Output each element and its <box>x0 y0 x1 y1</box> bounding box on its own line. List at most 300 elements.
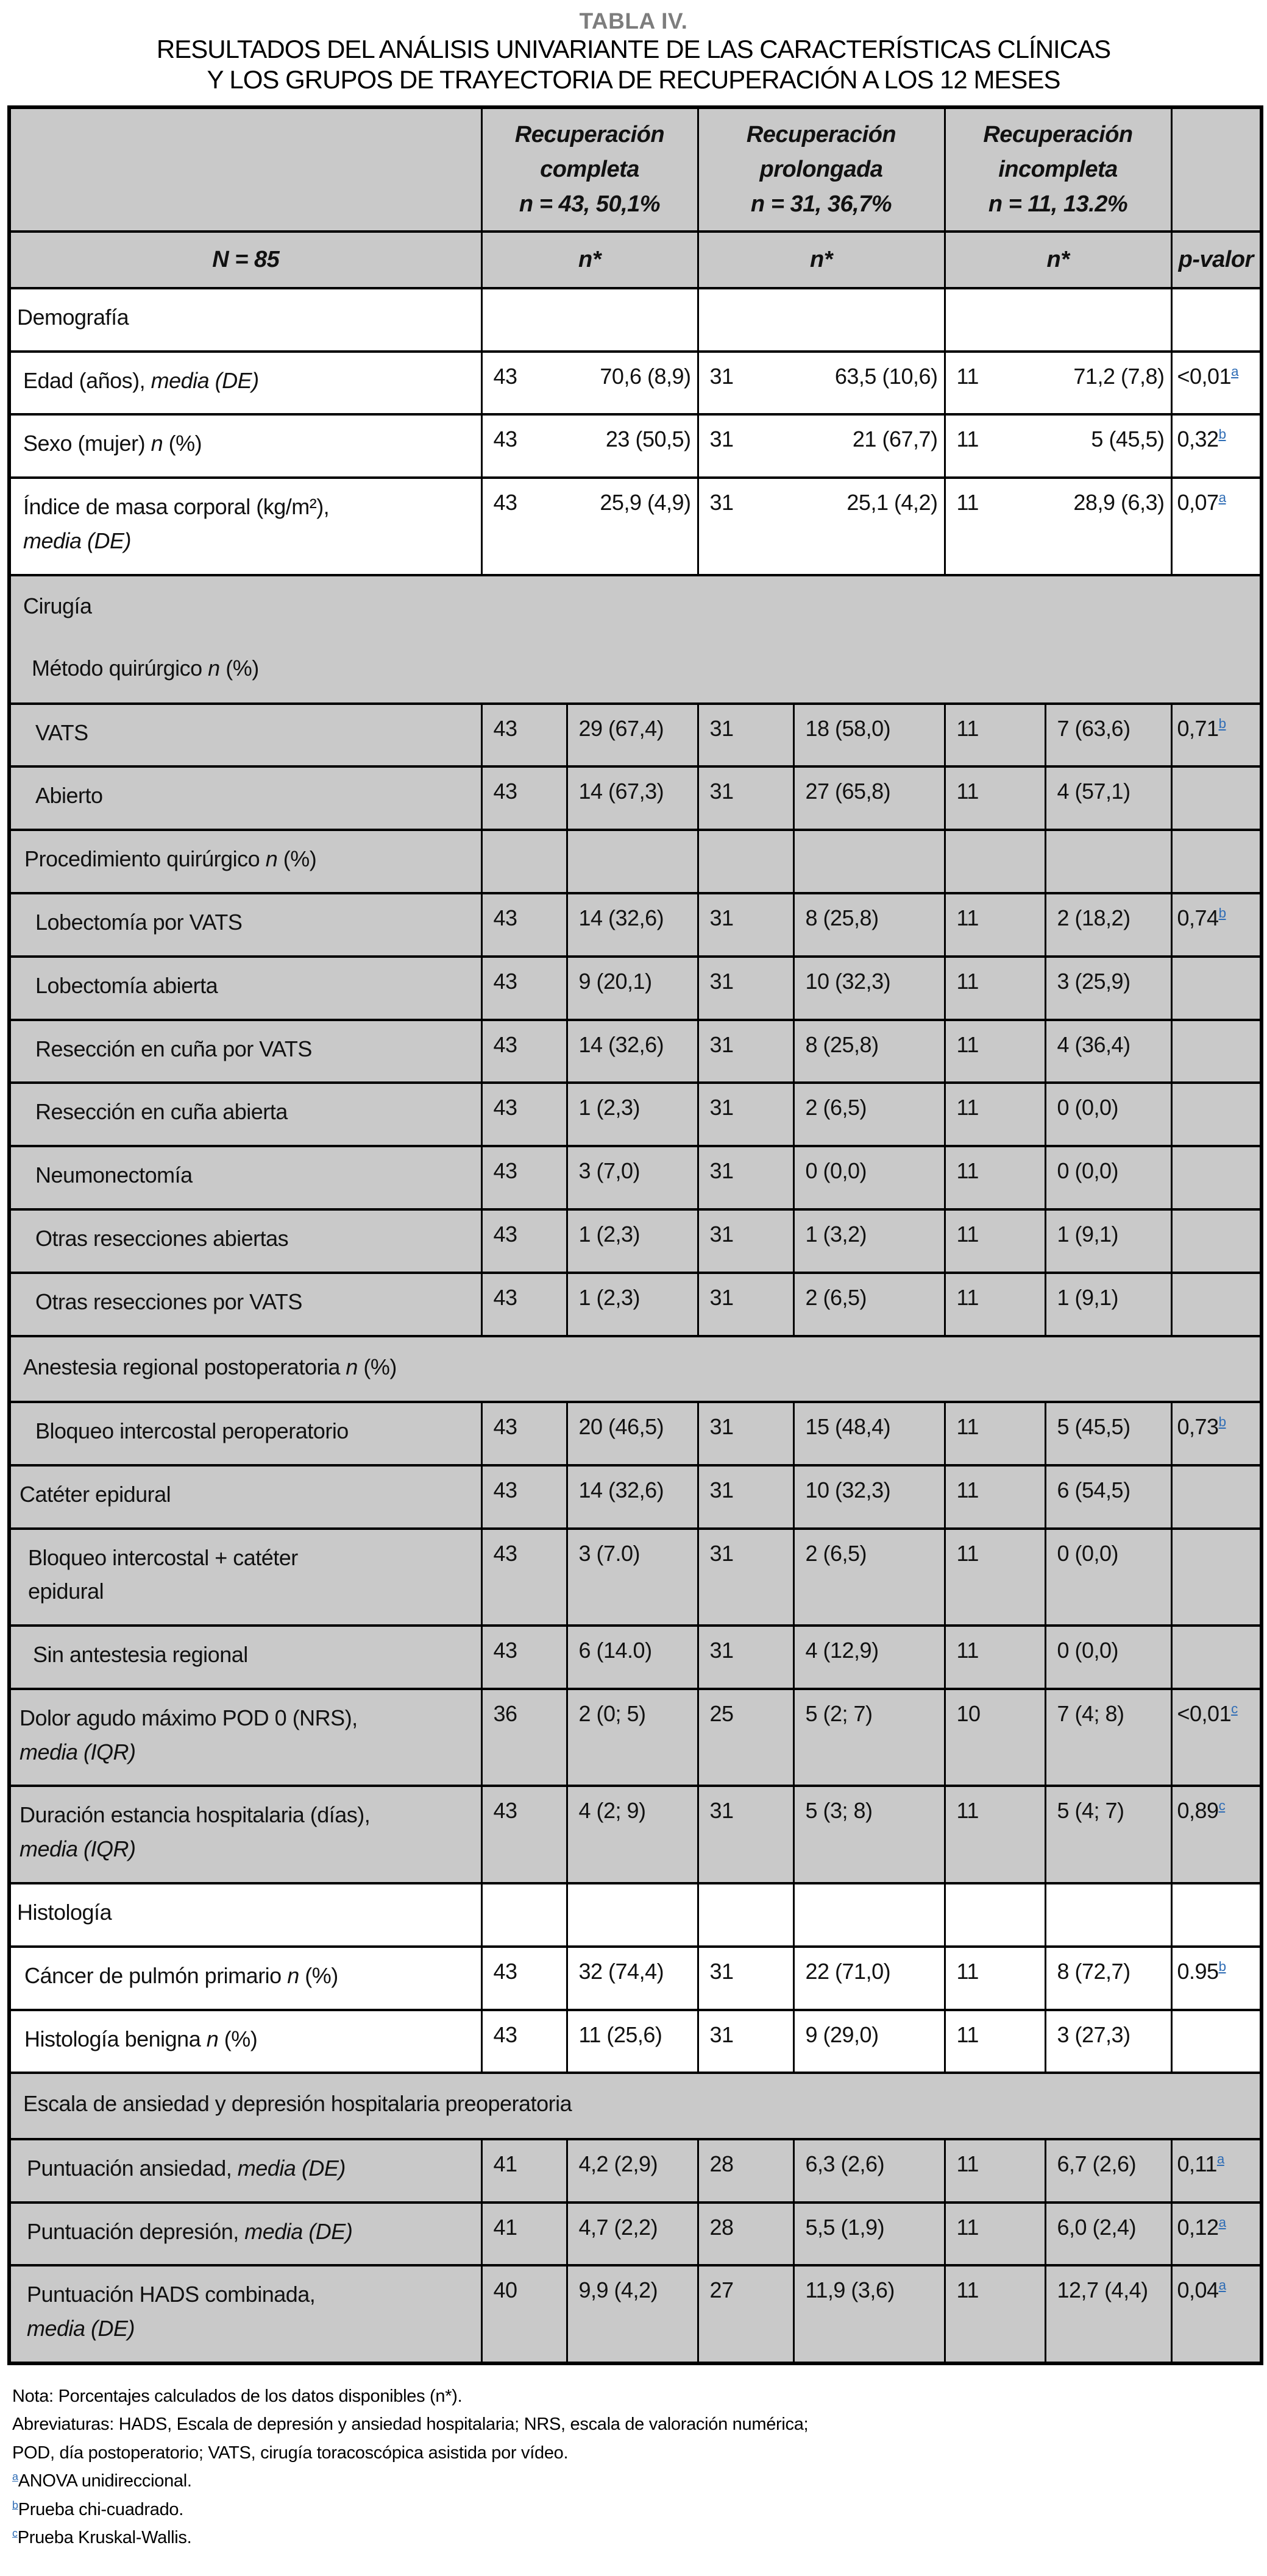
p-value-cell <box>1171 1146 1262 1209</box>
section-header-cell <box>9 575 1262 704</box>
n-available-cell: 43 <box>481 704 567 767</box>
header-group-recuperacion-prolongada <box>698 107 945 232</box>
p-value-cell <box>1171 478 1262 575</box>
row-label-cell <box>9 1529 481 1626</box>
stat-value-cell: 22 (71,0) <box>793 1947 945 2010</box>
group-n-count: n = 31, 36,7% <box>750 191 892 217</box>
row-puntuacion-hads <box>9 2265 1262 2363</box>
stat-value-cell: 0 (0,0) <box>793 1146 945 1209</box>
row-label-cell <box>9 414 481 478</box>
footnote-link-a[interactable]: a <box>1218 2277 1226 2293</box>
stat-value-cell: 3 (25,9) <box>1045 957 1171 1020</box>
n-available: 31 <box>709 426 734 452</box>
section-header-cell <box>9 1336 1262 1402</box>
label-text: Edad (años), <box>23 367 151 393</box>
p-value-cell <box>1171 1786 1262 1883</box>
n-available-cell: 43 <box>481 1402 567 1465</box>
label-text: Procedimiento quirúrgico <box>24 846 266 872</box>
p-value-cell <box>1171 2265 1262 2363</box>
stat-value: 5 (45,5) <box>1091 426 1165 452</box>
n-available-cell <box>945 1883 1045 1947</box>
label-text: Método quirúrgico <box>32 656 208 681</box>
row-label-cell <box>9 1626 481 1689</box>
row-label <box>35 1222 475 1256</box>
n-available-cell: 31 <box>698 1402 793 1465</box>
stat-value-cell: 14 (67,3) <box>567 766 698 830</box>
row-cateter-epidural <box>9 1465 1262 1529</box>
stat-value-cell: 1 (2,3) <box>567 1273 698 1336</box>
group-label-line: Recuperación <box>983 121 1133 147</box>
group-pair-cell <box>945 288 1171 352</box>
group-pair-cell <box>481 478 698 575</box>
n-available-cell <box>481 1883 567 1947</box>
label-text: epidural <box>28 1579 104 1604</box>
footnote-line <box>12 2410 1267 2438</box>
row-label <box>20 1701 475 1735</box>
footnote-link-b[interactable]: b <box>1218 1958 1226 1974</box>
stat-value-cell: 0 (0,0) <box>1045 1529 1171 1626</box>
p-value-cell <box>1171 2139 1262 2203</box>
group-pair-cell <box>945 414 1171 478</box>
row-label-cell <box>9 1465 481 1529</box>
label-text: Lobectomía por VATS <box>35 909 243 935</box>
group-pair-cell <box>698 478 945 575</box>
group-label-line: completa <box>540 156 639 182</box>
row-label-line2 <box>20 1832 475 1866</box>
row-duracion-estancia <box>9 1786 1262 1883</box>
stat-value-cell: 8 (25,8) <box>793 1020 945 1083</box>
label-text: (%) <box>299 1962 338 1988</box>
footnote-line <box>12 2467 1267 2495</box>
stat-value: 71,2 (7,8) <box>1073 363 1165 389</box>
footnote-link-b[interactable]: b <box>1218 715 1226 731</box>
n-available-cell: 11 <box>945 957 1045 1020</box>
label-text: (%) <box>357 1354 397 1379</box>
row-sexo <box>9 414 1262 478</box>
label-text: n <box>287 1962 299 1988</box>
label-text: n <box>151 431 163 456</box>
row-label <box>23 490 475 524</box>
n-available-cell: 43 <box>481 957 567 1020</box>
stat-value-cell: 9,9 (4,2) <box>567 2265 698 2363</box>
n-available: 31 <box>709 363 734 389</box>
n-available-cell: 41 <box>481 2139 567 2203</box>
label-text: n <box>265 846 278 872</box>
p-value: 0,32 <box>1177 426 1219 452</box>
n-available-cell: 31 <box>698 766 793 830</box>
section-label <box>17 591 1254 621</box>
n-available-cell: 31 <box>698 893 793 957</box>
stat-value-cell: 29 (67,4) <box>567 704 698 767</box>
n-available-cell: 43 <box>481 1146 567 1209</box>
stat-value-cell <box>1045 1883 1171 1947</box>
stat-value-cell: 2 (6,5) <box>793 1273 945 1336</box>
label-text: Lobectomía abierta <box>35 972 218 998</box>
row-label <box>35 1032 475 1066</box>
label-text: media (IQR) <box>20 1739 136 1764</box>
stat-value-cell: 20 (46,5) <box>567 1402 698 1465</box>
row-label-cell <box>9 352 481 415</box>
stat-value-cell: 2 (6,5) <box>793 1083 945 1146</box>
stat-value-cell: 11,9 (3,6) <box>793 2265 945 2363</box>
footnote-text: POD, día postoperatorio; VATS, cirugía toracoscópica asistida por vídeo. <box>12 2443 569 2463</box>
footnote-marker-c[interactable]: c <box>12 2527 18 2539</box>
header-group-recuperacion-completa <box>481 107 698 232</box>
label-text: Resección en cuña abierta <box>35 1099 288 1125</box>
n-available-cell: 11 <box>945 1947 1045 2010</box>
stat-value-cell: 18 (58,0) <box>793 704 945 767</box>
n-available-cell: 36 <box>481 1689 567 1786</box>
footnote-link-a[interactable]: a <box>1231 363 1239 379</box>
stat-value-cell: 6,7 (2,6) <box>1045 2139 1171 2203</box>
row-label <box>27 2151 475 2185</box>
stat-value-cell: 5 (4; 7) <box>1045 1786 1171 1883</box>
stat-value-cell: 1 (3,2) <box>793 1209 945 1273</box>
group-pair-cell <box>698 352 945 415</box>
p-value-cell <box>1171 1083 1262 1146</box>
title-block <box>0 0 1267 96</box>
stat-value-cell: 5 (2; 7) <box>793 1689 945 1786</box>
n-available-cell: 11 <box>945 1146 1045 1209</box>
row-label <box>35 1285 475 1319</box>
stat-value-cell: 2 (0; 5) <box>567 1689 698 1786</box>
row-label-cell <box>9 2139 481 2203</box>
footnote-marker-a[interactable]: a <box>12 2470 18 2483</box>
n-available: 11 <box>956 490 979 515</box>
label-text: Demografía <box>17 304 129 330</box>
label-text: (%) <box>163 431 202 456</box>
row-label-line2 <box>20 1735 475 1769</box>
p-value: 0,73 <box>1177 1414 1219 1439</box>
p-value-cell <box>1171 2203 1262 2266</box>
stat-value-cell: 4 (2; 9) <box>567 1786 698 1883</box>
label-text: media (DE) <box>237 2155 346 2181</box>
stat-value-cell: 6,0 (2,4) <box>1045 2203 1171 2266</box>
stat-value: 23 (50,5) <box>605 426 691 452</box>
stat-value: 63,5 (10,6) <box>834 363 938 389</box>
row-label <box>33 1638 475 1672</box>
p-value: 0,04 <box>1177 2277 1219 2303</box>
row-label <box>17 1895 475 1930</box>
footnote-link-b[interactable]: b <box>1218 426 1226 442</box>
n-available-cell: 43 <box>481 1465 567 1529</box>
n-available-cell: 41 <box>481 2203 567 2266</box>
n-available-cell: 43 <box>481 2010 567 2073</box>
n-available-cell: 31 <box>698 1020 793 1083</box>
table-subtitle-line2: Y LOS GRUPOS DE TRAYECTORIA DE RECUPERACIÓN A LOS 12 MESES <box>207 65 1060 94</box>
stat-value-cell: 4 (36,4) <box>1045 1020 1171 1083</box>
table-subtitle-line1: RESULTADOS DEL ANÁLISIS UNIVARIANTE DE LAS CARACTERÍSTICAS CLÍNICAS <box>156 35 1111 63</box>
footnotes-block <box>12 2382 1267 2552</box>
label-text: Bloqueo intercostal peroperatorio <box>35 1418 349 1443</box>
stat-value-cell: 15 (48,4) <box>793 1402 945 1465</box>
stat-value-cell: 4,7 (2,2) <box>567 2203 698 2266</box>
footnote-text: Prueba chi-cuadrado. <box>18 2499 183 2519</box>
stat-value-cell: 1 (2,3) <box>567 1209 698 1273</box>
row-label <box>27 2277 475 2312</box>
row-puntuacion-ansiedad <box>9 2139 1262 2203</box>
label-text: (%) <box>218 2026 258 2051</box>
footnote-link-b[interactable]: b <box>1218 905 1226 921</box>
n-available: 43 <box>493 426 517 452</box>
label-text: Puntuación ansiedad, <box>27 2155 238 2181</box>
p-value-cell <box>1171 830 1262 893</box>
n-available-cell: 11 <box>945 766 1045 830</box>
label-text: Otras resecciones por VATS <box>35 1289 302 1314</box>
stat-value-cell: 12,7 (4,4) <box>1045 2265 1171 2363</box>
stat-value-cell: 4 (57,1) <box>1045 766 1171 830</box>
footnote-link-a[interactable]: a <box>1218 2214 1226 2230</box>
n-available-cell: 31 <box>698 1529 793 1626</box>
stat-value-cell <box>793 830 945 893</box>
p-value-cell <box>1171 1402 1262 1465</box>
stat-value-cell: 6 (14.0) <box>567 1626 698 1689</box>
p-value-cell <box>1171 1020 1262 1083</box>
n-available-cell: 31 <box>698 1465 793 1529</box>
stat-value-cell: 32 (74,4) <box>567 1947 698 2010</box>
row-label <box>17 300 475 334</box>
n-available-cell: 43 <box>481 1209 567 1273</box>
label-text: media (DE) <box>27 2316 135 2341</box>
header-row-groups <box>9 107 1262 232</box>
p-value-cell <box>1171 893 1262 957</box>
p-value-cell <box>1171 1529 1262 1626</box>
stat-value-cell: 1 (9,1) <box>1045 1273 1171 1336</box>
label-text: Puntuación HADS combinada, <box>27 2282 316 2307</box>
stat-value: 28,9 (6,3) <box>1073 490 1165 515</box>
row-vats <box>9 704 1262 767</box>
row-label-cell <box>9 957 481 1020</box>
row-label-cell <box>9 478 481 575</box>
n-available-cell: 43 <box>481 1529 567 1626</box>
group-label-line: Recuperación <box>514 121 665 147</box>
row-section-anestesia <box>9 1336 1262 1402</box>
group-n-count: n = 43, 50,1% <box>519 191 661 217</box>
row-otras-resecciones-abiertas <box>9 1209 1262 1273</box>
label-text: n <box>206 2026 219 2051</box>
stat-value-cell: 5 (3; 8) <box>793 1786 945 1883</box>
n-available-cell <box>698 830 793 893</box>
stat-value-cell <box>1045 830 1171 893</box>
label-text: Abierto <box>35 783 103 809</box>
p-value-cell <box>1171 1465 1262 1529</box>
p-value: 0,12 <box>1177 2214 1219 2240</box>
stat-value-cell: 11 (25,6) <box>567 2010 698 2073</box>
row-sin-anestesia-regional <box>9 1626 1262 1689</box>
p-value: 0,74 <box>1177 905 1219 930</box>
header-p-value-label: p-valor <box>1171 232 1262 288</box>
footnote-text: Abreviaturas: HADS, Escala de depresión y ansiedad hospitalaria; NRS, escala de valoración numérica; <box>12 2415 809 2435</box>
label-text: (%) <box>277 846 317 872</box>
row-label <box>35 905 475 939</box>
row-abierto <box>9 766 1262 830</box>
table-number-title: TABLA IV. <box>579 9 688 34</box>
n-available-cell: 43 <box>481 1020 567 1083</box>
n-available-cell: 11 <box>945 2265 1045 2363</box>
p-value: <0,01 <box>1177 363 1232 389</box>
row-label <box>24 1959 475 1993</box>
n-available-cell: 43 <box>481 1947 567 2010</box>
row-label <box>20 1798 475 1832</box>
row-label-line2 <box>27 2312 475 2346</box>
header-row-n <box>9 232 1262 288</box>
row-dolor-agudo <box>9 1689 1262 1786</box>
label-text: Bloqueo intercostal + catéter <box>28 1545 298 1570</box>
footnote-marker-b[interactable]: b <box>12 2498 18 2511</box>
label-text: Sin antestesia regional <box>33 1642 248 1668</box>
label-text: Duración estancia hospitalaria (días), <box>20 1802 371 1828</box>
p-value: 0.95 <box>1177 1958 1219 1984</box>
n-available-cell: 31 <box>698 1947 793 2010</box>
p-value-cell <box>1171 766 1262 830</box>
n-available-cell: 43 <box>481 1626 567 1689</box>
row-label <box>24 842 475 876</box>
row-label-cell <box>9 1947 481 2010</box>
n-available-cell: 11 <box>945 1465 1045 1529</box>
group-label-line: prolongada <box>759 156 883 182</box>
row-label-cell <box>9 1402 481 1465</box>
row-neumonectomia <box>9 1146 1262 1209</box>
n-available-cell: 40 <box>481 2265 567 2363</box>
stat-value-cell: 4 (12,9) <box>793 1626 945 1689</box>
table-body <box>9 288 1262 2363</box>
n-available-cell: 43 <box>481 1083 567 1146</box>
stat-value-cell: 0 (0,0) <box>1045 1626 1171 1689</box>
p-value-cell <box>1171 1626 1262 1689</box>
label-text: Índice de masa corporal (kg/m²), <box>23 494 330 520</box>
row-procedimiento-quirurgico <box>9 830 1262 893</box>
label-text: Escala de ansiedad y depresión hospitalaria preoperatoria <box>23 2091 572 2117</box>
footnote-link-b[interactable]: b <box>1218 1414 1226 1429</box>
row-label-cell <box>9 1083 481 1146</box>
p-value-cell <box>1171 704 1262 767</box>
row-puntuacion-depresion <box>9 2203 1262 2266</box>
n-available-cell: 11 <box>945 893 1045 957</box>
row-label-cell <box>9 1209 481 1273</box>
row-bloqueo-mas-cateter <box>9 1529 1262 1626</box>
p-value-cell <box>1171 957 1262 1020</box>
label-text: Histología benigna <box>24 2026 207 2051</box>
n-available-cell: 31 <box>698 704 793 767</box>
stat-value-cell <box>793 1883 945 1947</box>
stat-value-cell: 3 (27,3) <box>1045 2010 1171 2073</box>
p-value: 0,89 <box>1177 1798 1219 1824</box>
row-label <box>35 1158 475 1192</box>
label-text: Histología <box>17 1900 112 1925</box>
n-available: 11 <box>956 426 979 452</box>
stat-value: 25,9 (4,9) <box>600 490 691 515</box>
n-available-cell: 25 <box>698 1689 793 1786</box>
row-label-cell <box>9 1786 481 1883</box>
stat-value-cell: 14 (32,6) <box>567 893 698 957</box>
footnote-link-a[interactable]: a <box>1218 490 1226 506</box>
row-label <box>35 716 475 750</box>
stat-value-cell: 10 (32,3) <box>793 1465 945 1529</box>
row-label <box>35 1095 475 1129</box>
group-pair-cell <box>698 414 945 478</box>
section-label <box>17 1352 1254 1382</box>
label-text: Catéter epidural <box>20 1481 171 1507</box>
n-available-cell: 10 <box>945 1689 1045 1786</box>
label-text: Resección en cuña por VATS <box>35 1036 312 1061</box>
group-label-line: incompleta <box>998 156 1118 182</box>
footnote-line <box>12 2382 1267 2410</box>
row-label <box>20 1477 475 1512</box>
label-text: Otras resecciones abiertas <box>35 1225 289 1251</box>
label-text: media (DE) <box>23 528 132 553</box>
n-available-cell: 31 <box>698 957 793 1020</box>
n-available-cell: 43 <box>481 1273 567 1336</box>
stat-value: 70,6 (8,9) <box>600 363 691 389</box>
n-available-cell: 11 <box>945 1209 1045 1273</box>
row-reseccion-cuna-vats <box>9 1020 1262 1083</box>
p-value: <0,01 <box>1177 1700 1232 1726</box>
group-label-line: Recuperación <box>746 121 896 147</box>
row-edad <box>9 352 1262 415</box>
stat-value-cell: 1 (9,1) <box>1045 1209 1171 1273</box>
footnote-link-a[interactable]: a <box>1216 2151 1224 2167</box>
row-label-cell <box>9 893 481 957</box>
n-available-cell: 31 <box>698 1209 793 1273</box>
row-section-hads <box>9 2073 1262 2139</box>
row-otras-resecciones-vats <box>9 1273 1262 1336</box>
n-available-cell: 11 <box>945 2203 1045 2266</box>
label-text: Cáncer de pulmón primario <box>24 1962 288 1988</box>
row-label-cell <box>9 704 481 767</box>
p-value-cell <box>1171 1209 1262 1273</box>
row-label-cell <box>9 830 481 893</box>
n-available: 43 <box>493 490 517 515</box>
header-empty-corner-cell <box>9 107 481 232</box>
p-value-cell <box>1171 288 1262 352</box>
footnote-text: Prueba Kruskal-Wallis. <box>17 2528 192 2547</box>
section-label <box>17 2089 1254 2119</box>
footnote-line <box>12 2496 1267 2524</box>
section-label <box>17 653 1254 684</box>
p-value-cell <box>1171 1883 1262 1947</box>
section-header-cell <box>9 2073 1262 2139</box>
group-pair-cell <box>698 288 945 352</box>
stat-value-cell: 14 (32,6) <box>567 1020 698 1083</box>
label-text: Sexo (mujer) <box>23 431 151 456</box>
stat-value-cell: 5 (45,5) <box>1045 1402 1171 1465</box>
n-available-cell: 27 <box>698 2265 793 2363</box>
n-available-cell: 31 <box>698 2010 793 2073</box>
row-label <box>35 1414 475 1448</box>
footnote-link-c[interactable]: c <box>1218 1798 1226 1814</box>
label-text: Anestesia regional postoperatoria <box>23 1354 346 1379</box>
row-imc <box>9 478 1262 575</box>
stat-value-cell: 6 (54,5) <box>1045 1465 1171 1529</box>
row-histologia-benigna <box>9 2010 1262 2073</box>
n-available-cell: 11 <box>945 1402 1045 1465</box>
stat-value-cell: 14 (32,6) <box>567 1465 698 1529</box>
stat-value-cell: 8 (25,8) <box>793 893 945 957</box>
stat-value-cell: 10 (32,3) <box>793 957 945 1020</box>
row-label <box>23 364 475 398</box>
row-section-cirugia <box>9 575 1262 704</box>
footnote-text: ANOVA unidireccional. <box>18 2471 192 2491</box>
n-available: 43 <box>493 363 517 389</box>
row-label <box>23 426 475 461</box>
footnote-link-c[interactable]: c <box>1231 1700 1238 1716</box>
label-text: Cirugía <box>23 593 92 618</box>
stat-value-cell: 7 (4; 8) <box>1045 1689 1171 1786</box>
n-available-cell: 11 <box>945 1529 1045 1626</box>
stat-value-cell: 1 (2,3) <box>567 1083 698 1146</box>
stat-value-cell: 8 (72,7) <box>1045 1947 1171 2010</box>
row-section-histologia <box>9 1883 1262 1947</box>
